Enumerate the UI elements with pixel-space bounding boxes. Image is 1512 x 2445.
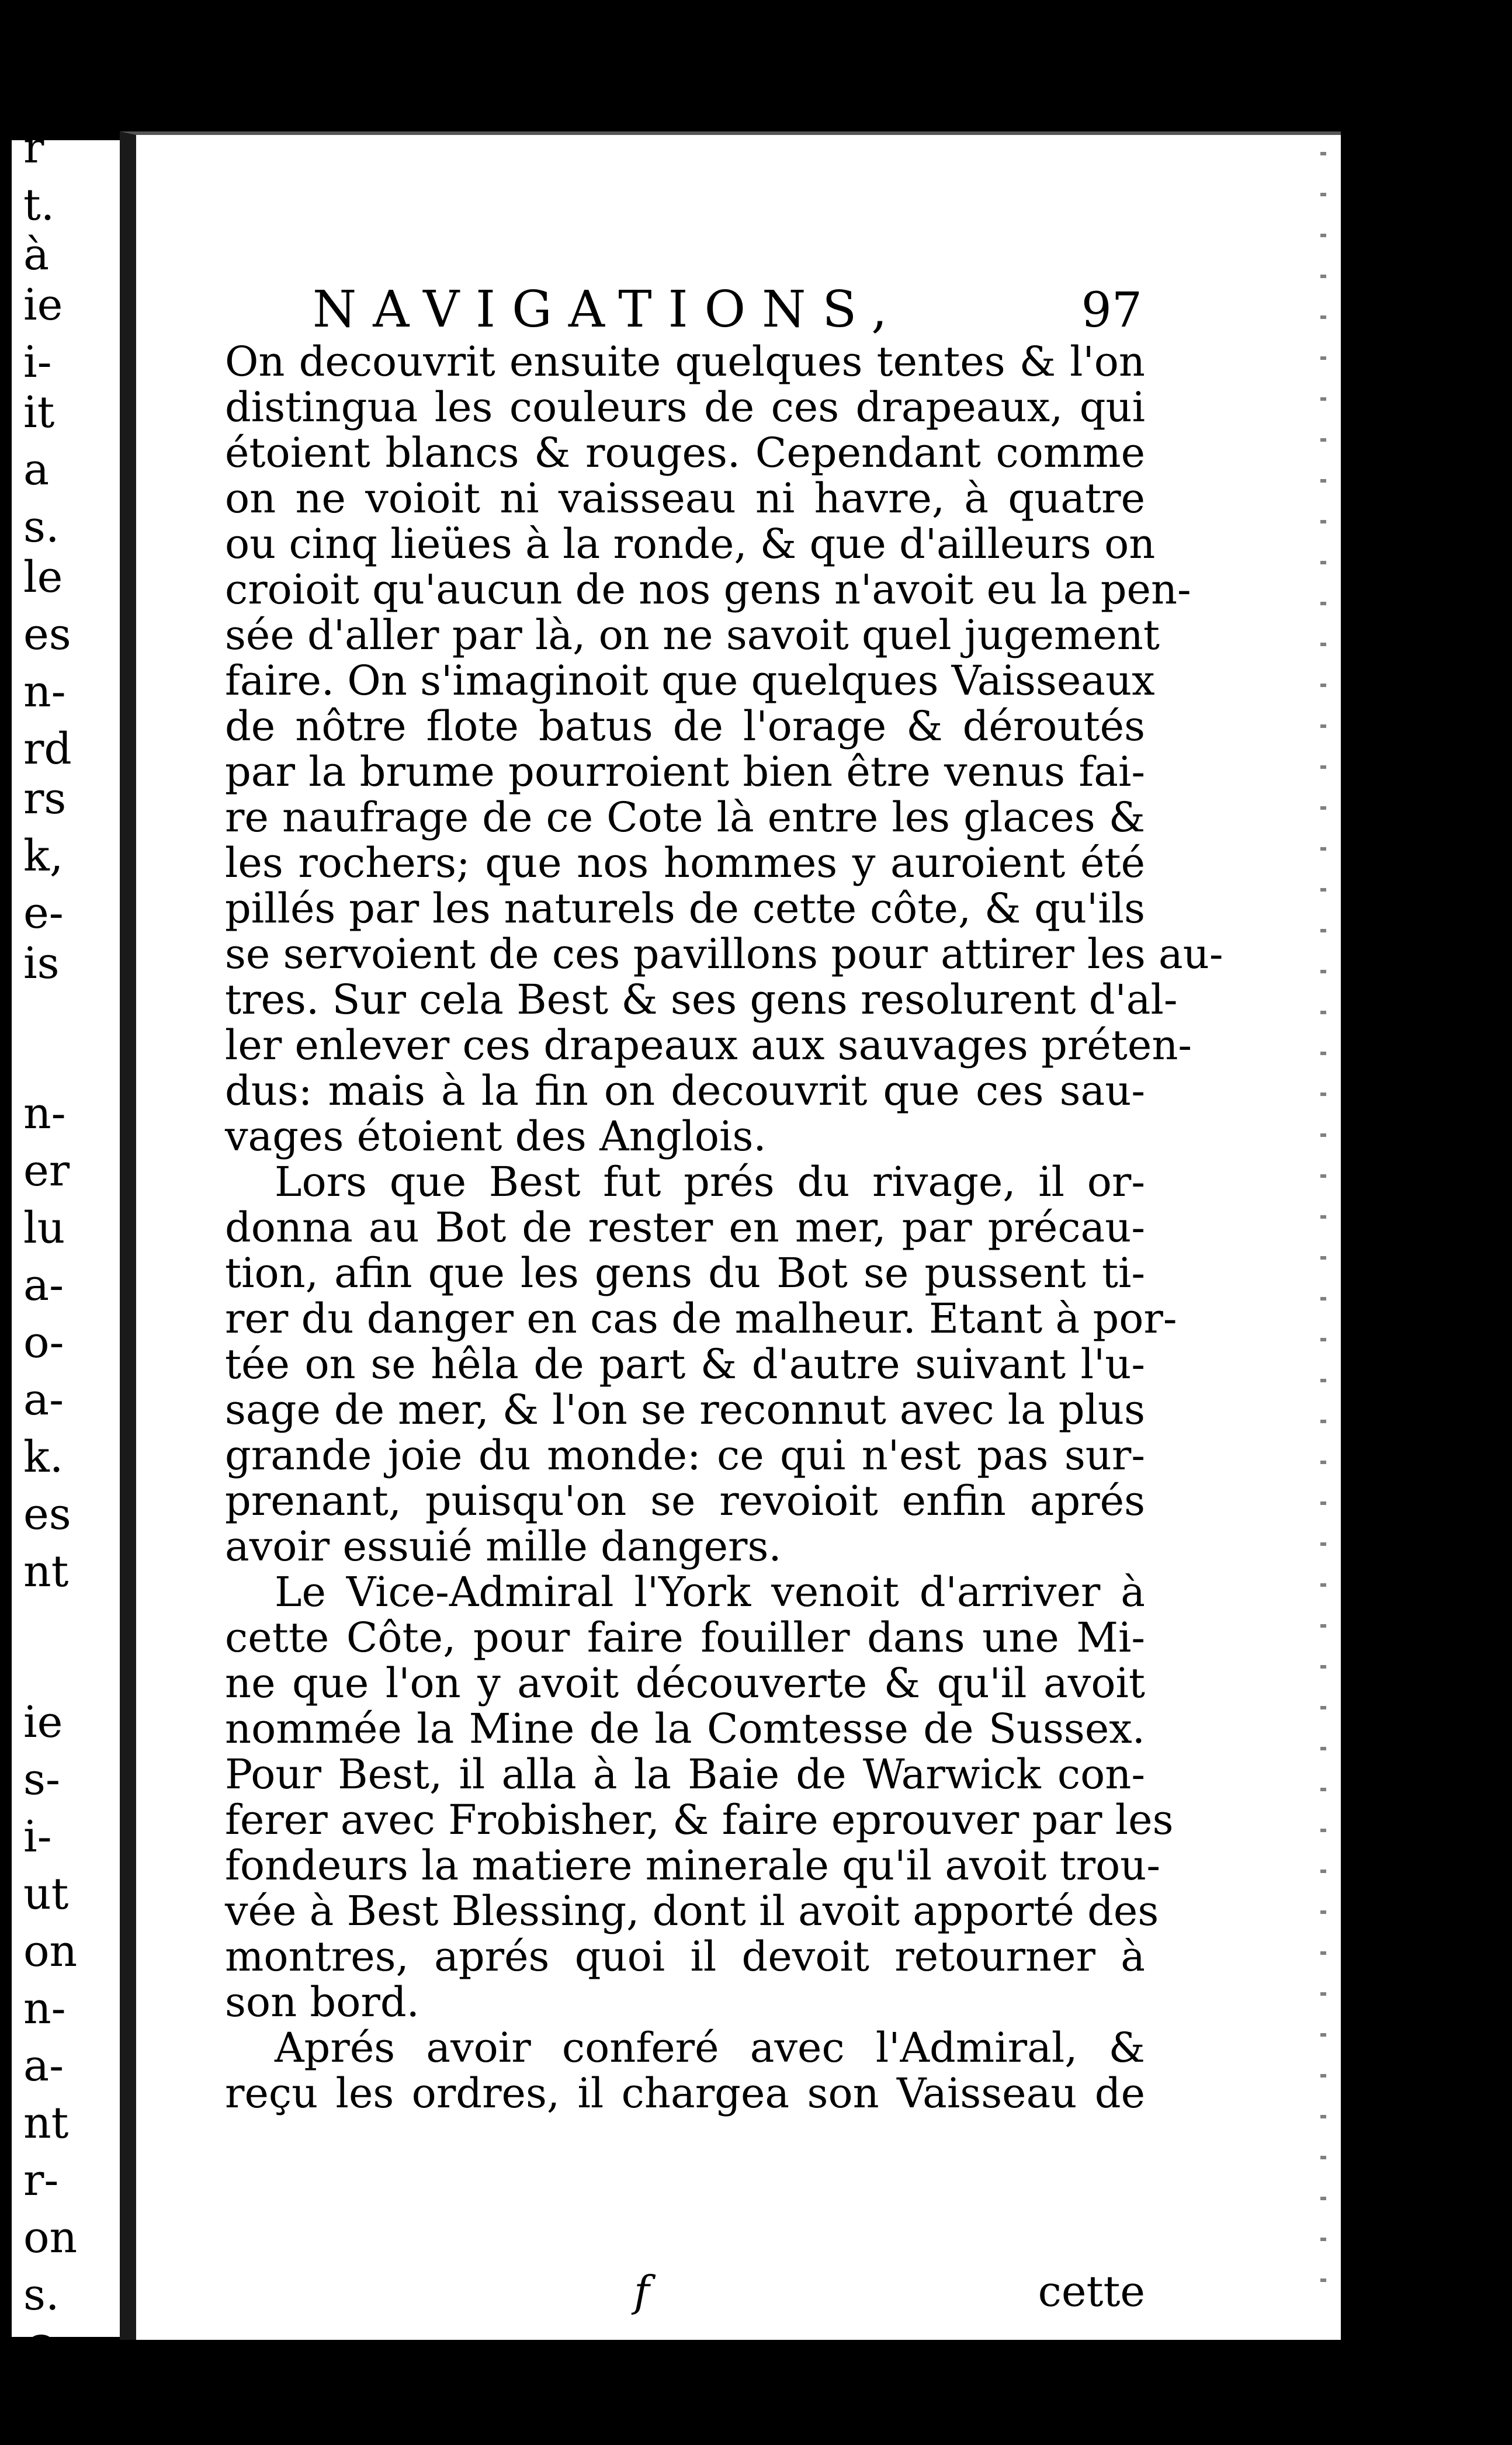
running-header (313, 275, 1142, 339)
facing-page-fragment: o- (23, 1321, 64, 1365)
text-line: sage de mer, & l'on se reconnut avec la plus (225, 1386, 1145, 1434)
text-line: se servoient de ces pavillons pour attirer les au- (225, 930, 1223, 978)
text-line: distingua les couleurs de ces drapeaux, qui (225, 383, 1145, 431)
facing-page-fragment: ut (23, 1872, 69, 1916)
facing-page-fragment: s- (23, 1757, 60, 1801)
text-line: grande joie du monde: ce qui n'est pas sur- (225, 1431, 1145, 1479)
page-footer (225, 2267, 1145, 2325)
text-line: cette Côte, pour faire fouiller dans une Mi- (225, 1614, 1145, 1662)
running-title: NAVIGATIONS, (313, 280, 904, 339)
text-line: tion, afin que les gens du Bot se pussent ti- (225, 1249, 1145, 1297)
facing-page-fragment: lu (23, 1206, 65, 1250)
text-line: tres. Sur cela Best & ses gens resolurent d'al- (225, 976, 1178, 1024)
facing-page-fragment: on (23, 2215, 78, 2259)
facing-page-fragment: r (23, 126, 44, 169)
facing-page-fragment: r- (23, 2158, 59, 2202)
text-line: tée on se hêla de part & d'autre suivant l'u- (225, 1340, 1145, 1388)
facing-page-fragment: is (23, 942, 60, 985)
facing-page-fragment: on (23, 1929, 78, 1973)
text-line: reçu les ordres, il chargea son Vaisseau de (225, 2069, 1145, 2117)
text-line: pillés par les naturels de cette côte, & qu'ils (225, 885, 1145, 932)
text-line: nommée la Mine de la Comtesse de Sussex. (225, 1705, 1145, 1753)
facing-page-fragment: n- (23, 1986, 66, 2030)
facing-page-fragment: es (23, 612, 71, 656)
text-line: les rochers; que nos hommes y auroient été (225, 839, 1145, 887)
text-line: re naufrage de ce Cote là entre les glaces & (225, 793, 1145, 841)
page-edge-shadow (1320, 152, 1326, 2314)
text-line: fondeurs la matiere minerale qu'il avoit trou- (225, 1841, 1161, 1889)
facing-page-fragment: t. (23, 183, 55, 227)
text-line: ler enlever ces drapeaux aux sauvages préten- (225, 1021, 1192, 1069)
facing-page-fragment: n- (23, 670, 66, 713)
facing-page-fragment: rs (23, 777, 67, 821)
facing-page-fragment: a- (23, 1378, 64, 1422)
facing-page-fragment: es (23, 1493, 71, 1537)
text-line: de nôtre flote batus de l'orage & déroutés (225, 702, 1145, 750)
text-line: sée d'aller par là, on ne savoit quel jugement (225, 611, 1160, 659)
facing-page-fragment: s. (23, 505, 60, 549)
text-line: Lors que Best fut prés du rivage, il or- (275, 1158, 1145, 1206)
text-line: son bord. (225, 1978, 419, 2026)
text-line: ou cinq lieües à la ronde, & que d'ailleurs on (225, 520, 1156, 568)
text-line: ferer avec Frobisher, & faire eprouver par les (225, 1796, 1174, 1844)
facing-page-fragment: rd (23, 727, 72, 771)
text-line: rer du danger en cas de malheur. Etant à por- (225, 1295, 1177, 1343)
facing-page-fragment: a- (23, 2044, 64, 2087)
text-line: croioit qu'aucun de nos gens n'avoit eu la pen- (225, 566, 1191, 613)
facing-page-fragment: On (23, 2330, 87, 2374)
text-line: faire. On s'imaginoit que quelques Vaisseaux (225, 657, 1155, 705)
facing-page-fragment: i- (23, 341, 52, 384)
text-line: Pour Best, il alla à la Baie de Warwick con- (225, 1750, 1145, 1798)
facing-page-fragment: k. (23, 1435, 64, 1479)
text-line: dus: mais à la fin on decouvrit que ces sau- (225, 1067, 1145, 1115)
catchword: cette (1038, 2267, 1145, 2316)
facing-page-fragment: er (23, 1149, 70, 1193)
facing-page-fragment: a (23, 448, 50, 491)
text-line: par la brume pourroient bien être venus fai- (225, 748, 1145, 796)
text-line: Aprés avoir conferé avec l'Admiral, & (275, 2024, 1145, 2072)
facing-page-fragment: ie (23, 283, 63, 327)
facing-page-fragment: le (23, 555, 63, 599)
text-line: Le Vice-Admiral l'York venoit d'arriver à (275, 1568, 1145, 1616)
facing-page-fragment: nt (23, 1550, 69, 1594)
facing-page-fragment: n- (23, 1092, 66, 1136)
facing-page-fragment: ie (23, 1700, 63, 1744)
text-line: prenant, puisqu'on se revoioit enfin aprés (225, 1477, 1145, 1525)
text-line: donna au Bot de rester en mer, par précau- (225, 1204, 1145, 1251)
facing-page-fragment: à (23, 233, 50, 277)
facing-page-fragment: i- (23, 1815, 52, 1858)
facing-page-fragment: nt (23, 2101, 69, 2145)
facing-page-fragment: a- (23, 1264, 64, 1308)
text-line: vages étoient des Anglois. (225, 1112, 767, 1160)
text-line: ne que l'on y avoit découverte & qu'il avoit (225, 1659, 1145, 1707)
body-text (225, 338, 1223, 2117)
facing-page-fragment: s. (23, 2273, 60, 2316)
text-line: vée à Best Blessing, dont il avoit apporté des (225, 1887, 1159, 1935)
text-line: On decouvrit ensuite quelques tentes & l'on (225, 338, 1145, 386)
text-line: étoient blancs & rouges. Cependant comme (225, 429, 1145, 477)
text-line: on ne voioit ni vaisseau ni havre, à quatre (225, 474, 1145, 522)
facing-page-strip (12, 126, 123, 2374)
signature-mark: f (634, 2267, 650, 2316)
facing-page-fragment: k, (23, 834, 64, 878)
facing-page-fragment: it (23, 390, 55, 434)
facing-page-fragment: e- (23, 892, 64, 935)
page-number: 97 (1081, 283, 1142, 338)
text-line: montres, aprés quoi il devoit retourner à (225, 1933, 1145, 1981)
text-line: avoir essuié mille dangers. (225, 1523, 782, 1570)
